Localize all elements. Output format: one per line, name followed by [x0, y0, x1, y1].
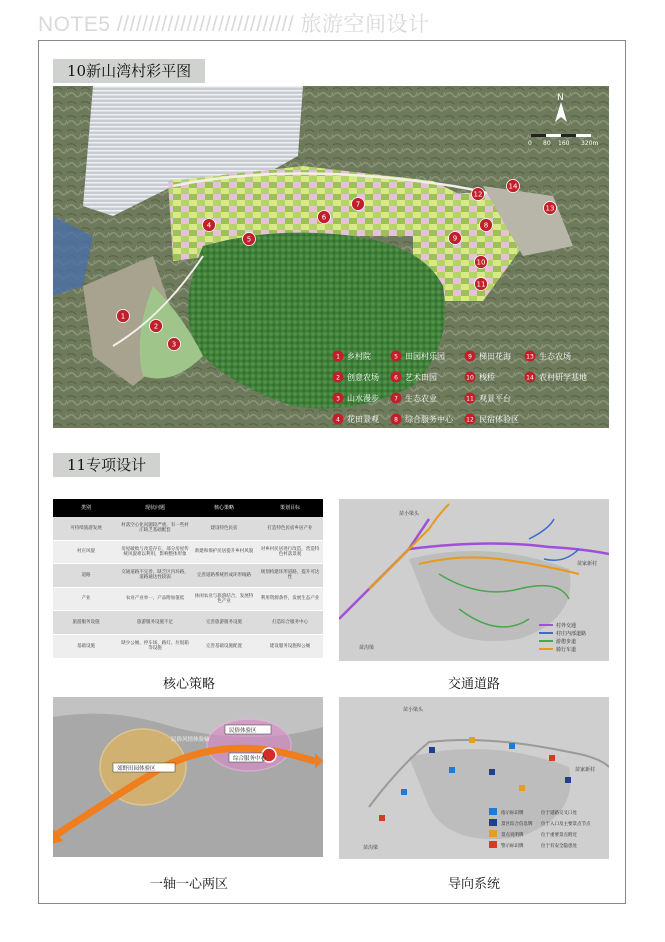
table-row — [53, 564, 323, 588]
table-cell: 可持续旅游发展 — [70, 525, 102, 531]
table-cell: 产业 — [81, 596, 91, 602]
signage-legend-name: 警示标识牌 — [501, 844, 524, 849]
table-cell: 规划构建环形道路，提升可达性 — [260, 570, 320, 581]
traffic-place-bottom: 苗沟梁 — [359, 645, 375, 651]
core-strategy-table — [53, 499, 323, 659]
plan-marker-6[interactable] — [318, 211, 331, 224]
plan-marker-number: 2 — [153, 322, 159, 331]
table-cell: 旅游服务设施不足 — [137, 619, 173, 625]
legend-number: 8 — [394, 416, 398, 424]
scale-label-320: 320m — [581, 140, 599, 147]
signage-legend-name: 景点说明牌 — [501, 833, 524, 838]
table-header-cell: 策划目标 — [279, 505, 300, 511]
legend-item — [333, 393, 380, 404]
traffic-legend-label: 村外交通 — [556, 623, 577, 629]
page-header: NOTE5 //////////////////////////// 旅游空间设计 — [38, 13, 430, 36]
plan-marker-14[interactable] — [507, 180, 520, 193]
table-cell: 缺少公厕、停车场、路灯、垃圾箱等设施 — [121, 640, 189, 652]
legend-number: 7 — [394, 395, 398, 403]
sign-marker-icon[interactable] — [489, 769, 495, 775]
plan-marker-number: 1 — [120, 312, 126, 321]
table-cell: 休闲农业与旅游结合，发展特色产业 — [194, 593, 254, 605]
table-row — [53, 635, 323, 659]
legend-item — [525, 372, 588, 383]
legend-label: 栈桥 — [479, 373, 495, 382]
caption-axis: 一轴一心两区 — [149, 877, 228, 892]
plan-marker-number: 3 — [171, 340, 177, 349]
plan-marker-number: 8 — [483, 221, 489, 230]
plan-marker-8[interactable] — [480, 219, 493, 232]
signage-legend-desc: 位于有安全隐患处 — [541, 844, 577, 849]
legend-number: 4 — [336, 416, 340, 424]
signage-legend-desc: 位于重要景点附近 — [541, 833, 577, 838]
table-cell: 完善基础设施配置 — [206, 643, 242, 649]
legend-item — [333, 351, 372, 362]
table-header-cell: 核心策略 — [213, 505, 234, 511]
master-plan-map[interactable] — [53, 86, 609, 428]
legend-number: 10 — [466, 374, 474, 382]
legend-number: 2 — [336, 374, 340, 382]
plan-marker-number: 11 — [476, 280, 486, 289]
legend-label: 创意农场 — [347, 373, 379, 382]
axis-zone-right-label: 民俗体验区 — [229, 728, 257, 734]
table-cell: 完善旅游服务设施 — [206, 619, 242, 625]
plan-marker-11[interactable] — [475, 278, 488, 291]
table-header-row — [53, 499, 323, 517]
signage-place-right: 苗家新村 — [575, 767, 596, 773]
north-label: N — [557, 93, 564, 103]
sign-marker-icon[interactable] — [429, 747, 435, 753]
legend-label: 农村研学基地 — [539, 373, 587, 382]
legend-label: 梯田花海 — [479, 352, 511, 361]
traffic-road-map[interactable] — [339, 499, 609, 661]
axis-drawing — [53, 697, 323, 857]
traffic-legend-label: 村庄内部道路 — [556, 631, 587, 637]
legend-label: 艺术田园 — [405, 373, 437, 382]
plan-marker-number: 12 — [473, 190, 483, 199]
plan-marker-9[interactable] — [449, 232, 462, 245]
sign-marker-icon[interactable] — [401, 789, 407, 795]
legend-item — [465, 414, 520, 425]
scale-label-80: 80 — [543, 140, 551, 147]
table-cell: 村庄风貌 — [77, 549, 95, 555]
plan-marker-4[interactable] — [203, 219, 216, 232]
plan-marker-number: 4 — [206, 221, 212, 230]
legend-item — [333, 372, 380, 383]
section-title-special-design: 11专项设计 — [53, 453, 160, 477]
traffic-drawing — [339, 499, 609, 661]
legend-item — [391, 393, 438, 404]
legend-label: 花田景观 — [347, 415, 379, 424]
table-cell: 完善道路系统形成环形线路 — [197, 572, 251, 578]
traffic-place-right: 苗家新村 — [577, 561, 598, 567]
plan-marker-number: 13 — [545, 204, 555, 213]
table-cell: 新建和保护民居提升乡村风貌 — [194, 549, 254, 555]
legend-label: 生态农场 — [539, 352, 571, 361]
legend-number: 9 — [468, 353, 472, 361]
scale-label-160: 160 — [558, 140, 570, 147]
table-cell: 房屋破败与改造存在，部分房屋传统风貌难以利用，影响整体形象 — [121, 546, 189, 557]
scale-label-0: 0 — [528, 140, 532, 147]
table-cell: 对乡村民居进行改造，营造特色村落景观 — [260, 546, 320, 557]
plan-marker-number: 7 — [355, 200, 361, 209]
sign-marker-icon[interactable] — [379, 815, 385, 821]
legend-label: 乡村院 — [347, 352, 371, 361]
table-row — [53, 588, 323, 612]
signage-legend-name: 指示标识牌 — [501, 811, 524, 816]
sign-marker-icon[interactable] — [565, 777, 571, 783]
plan-marker-7[interactable] — [352, 198, 365, 211]
sign-marker-icon[interactable] — [549, 755, 555, 761]
sign-marker-icon[interactable] — [449, 767, 455, 773]
signage-legend-desc: 位于道路交叉口处 — [541, 811, 577, 816]
plan-marker-13[interactable] — [544, 202, 557, 215]
signage-place-bottom: 苗沟梁 — [363, 845, 379, 851]
plan-marker-number: 9 — [452, 234, 458, 243]
legend-item — [525, 351, 572, 362]
table-cell: 旅游服务设施 — [72, 619, 100, 625]
legend-label: 综合服务中心 — [405, 415, 453, 424]
table-cell: 建设服务设施和公厕 — [269, 643, 311, 649]
table-cell: 交通道路不完善，缺乏区内环路，道路通达性较弱 — [121, 570, 189, 581]
signage-place-top: 苗小梁头 — [403, 707, 424, 713]
sign-marker-icon[interactable] — [509, 743, 515, 749]
legend-item — [465, 351, 512, 362]
legend-label: 观景平台 — [479, 394, 511, 403]
table-row — [53, 541, 323, 565]
plan-marker-1[interactable] — [117, 310, 130, 323]
table-row — [53, 517, 323, 541]
traffic-legend-label: 骑行车道 — [556, 647, 577, 653]
sign-marker-icon[interactable] — [519, 785, 525, 791]
plan-marker-number: 10 — [476, 258, 486, 267]
signage-legend-name: 景区综合信息牌 — [501, 822, 533, 827]
legend-number: 14 — [526, 374, 534, 382]
table-cell: 农业产业单一，产品附加值低 — [125, 596, 185, 602]
plan-marker-number: 6 — [321, 213, 327, 222]
plan-marker-number: 5 — [246, 235, 252, 244]
page-frame — [38, 40, 626, 904]
legend-item — [333, 414, 380, 425]
sign-marker-icon[interactable] — [469, 737, 475, 743]
legend-item — [465, 393, 512, 404]
legend-label: 民宿体验区 — [479, 415, 519, 424]
table-cell: 建设特色民宿 — [210, 525, 238, 531]
table-row — [53, 611, 323, 635]
table-header-cell: 现状问题 — [144, 505, 165, 511]
plan-marker-12[interactable] — [472, 188, 485, 201]
legend-label: 生态农业 — [405, 394, 437, 403]
plan-marker-2[interactable] — [150, 320, 163, 333]
table-cell: 打造综合服务中心 — [272, 619, 308, 625]
legend-item — [391, 372, 438, 383]
legend-number: 6 — [394, 374, 398, 382]
section-title-master-plan: 10新山湾村彩平图 — [53, 59, 205, 83]
legend-number: 1 — [336, 353, 340, 361]
plan-marker-3[interactable] — [168, 338, 181, 351]
table-cell: 基础设施 — [77, 643, 95, 649]
axis-zoning-map[interactable] — [53, 697, 323, 857]
table-cell: 道路 — [81, 572, 91, 578]
table-cell: 打造特色民宿乡居产业 — [267, 525, 313, 531]
legend-item — [465, 372, 496, 383]
axis-label: 民俗风情体验轴 — [171, 737, 210, 743]
legend-number: 13 — [526, 353, 534, 361]
legend-number: 3 — [336, 395, 340, 403]
axis-zone-left-label: 郊野田园体验区 — [117, 766, 156, 772]
plan-marker-10[interactable] — [475, 256, 488, 269]
table-cell: 利用资源条件，发展生态产业 — [260, 596, 320, 602]
legend-label: 山水漫步 — [347, 394, 379, 403]
table-header-cell: 类别 — [80, 505, 91, 511]
legend-label: 田园村乐园 — [405, 352, 445, 361]
signage-drawing — [339, 697, 609, 859]
traffic-place-top: 苗小梁头 — [399, 511, 420, 517]
traffic-legend-label: 游憩步道 — [556, 639, 577, 645]
legend-number: 12 — [466, 416, 474, 424]
caption-signage: 导向系统 — [447, 877, 500, 892]
legend-number: 11 — [466, 395, 474, 403]
plan-marker-number: 14 — [508, 182, 518, 191]
axis-center-label: 综合服务中心 — [233, 756, 267, 762]
caption-core-strategy: 核心策略 — [162, 677, 215, 692]
legend-item — [391, 351, 446, 362]
master-plan-drawing — [53, 86, 609, 428]
table-cell: 村落空心化问题较严重，有一些村庄缺乏基础配套 — [121, 522, 189, 534]
signage-system-map[interactable] — [339, 697, 609, 859]
plan-marker-5[interactable] — [243, 233, 256, 246]
caption-traffic: 交通道路 — [447, 677, 500, 692]
legend-number: 5 — [394, 353, 398, 361]
signage-legend-desc: 位于入口及主要景点节点 — [541, 822, 591, 827]
